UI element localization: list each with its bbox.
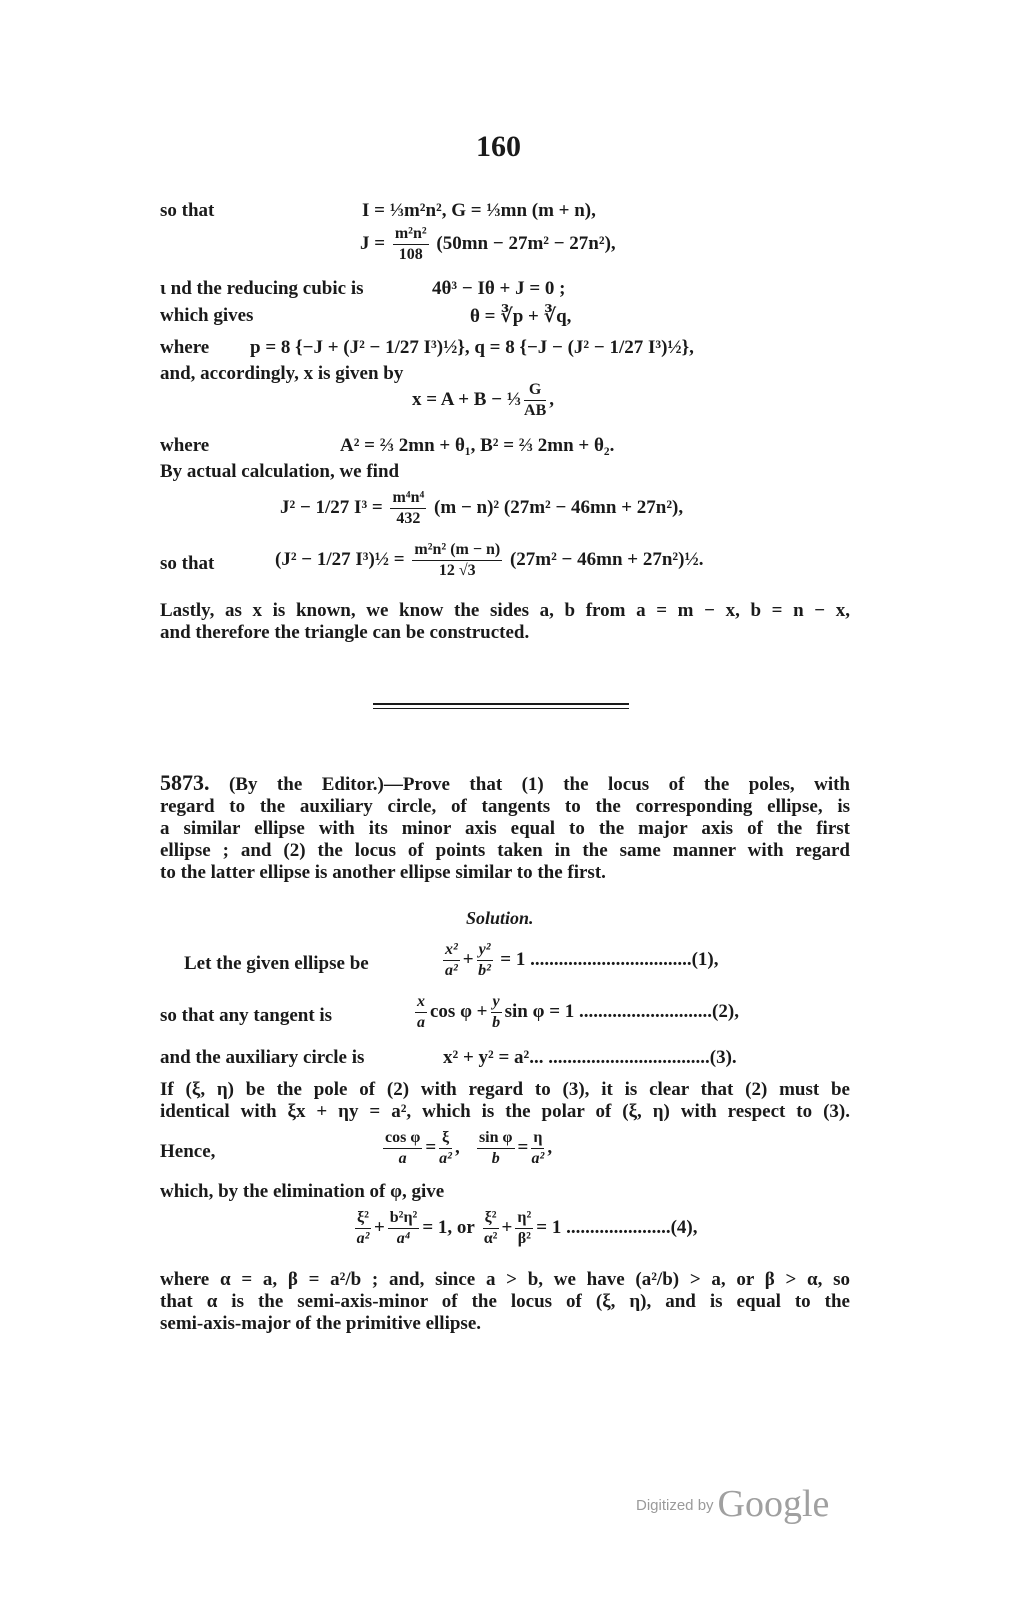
text-line: ellipse ; and (2) the locus of points taken in the same manner with regard [160, 840, 850, 861]
equation-J-lhs: J = [360, 232, 386, 254]
digitized-label: Digitized by [636, 1497, 714, 1514]
denominator: b [491, 1150, 500, 1167]
accordingly-text: and, accordingly, x is given by [160, 363, 404, 384]
numerator: m²n² (m − n) [412, 540, 502, 561]
numerator: cos φ [383, 1128, 422, 1149]
fraction [355, 1208, 371, 1249]
equation-1: $\frac{\text{x²}}{\text{a²}}$ + $\frac{\text{y²}}{\text{b²}}$ = 1 ..................................(1), [445, 941, 719, 979]
root-rhs: (27m² − 46mn + 27n²)½. [509, 548, 704, 570]
hence-text: Hence, [160, 1141, 216, 1162]
text-line: to the latter ellipse is another ellipse similar to the first. [160, 862, 606, 883]
google-logo: Google [717, 1483, 830, 1525]
equation-J-rhs: (50mn − 27m² − 27n²), [436, 232, 616, 254]
fraction [383, 1128, 422, 1169]
problem-number: 5873. [160, 770, 210, 795]
equation-4-mid: = 1, or [422, 1216, 475, 1238]
fraction [412, 540, 502, 581]
fraction [415, 992, 427, 1033]
J2-rhs: (m − n)² (27m² − 46mn + 27n²), [434, 496, 684, 518]
numerator: η² [515, 1208, 533, 1229]
by-actual-text: By actual calculation, we find [160, 461, 400, 482]
text-line: that α is the semi-axis-minor of the locus of (ξ, η), and is equal to the [160, 1291, 850, 1312]
root-lhs: (J² − 1/27 I³)½ = [275, 548, 405, 570]
text-line [160, 772, 850, 796]
text-segment: (By the Editor.)—Prove that (1) the locus of the poles, with [228, 774, 850, 795]
fraction [515, 1208, 533, 1249]
separator-rule [373, 703, 629, 705]
numerator: y [491, 992, 502, 1013]
x-equation-lhs: x = A + B − ⅓ [412, 388, 522, 410]
fraction [531, 1128, 544, 1169]
cubic-equation: 4θ³ − Iθ + J = 0 ; [432, 278, 566, 299]
fraction [443, 940, 460, 981]
numerator: ξ² [483, 1208, 499, 1229]
x-equation-tail: , [549, 388, 555, 410]
text-line: semi-axis-major of the primitive ellipse. [160, 1313, 481, 1334]
A-B-equation: A² = ⅔ 2mn + θ₁, B² = ⅔ 2mn + θ₂. [340, 435, 615, 456]
equation-4-tail: = 1 ......................(4), [536, 1216, 698, 1238]
denominator: AB [524, 402, 547, 419]
so-that-label: so that [160, 200, 215, 221]
p-q-equation: p = 8 {−J + (J² − 1/27 I³)½}, q = 8 {−J − (J² − 1/27 I³)½}, [250, 337, 694, 358]
fraction [390, 488, 426, 529]
equation-J [360, 224, 616, 265]
denominator: a⁴ [396, 1230, 411, 1247]
denominator: a [398, 1150, 407, 1167]
denominator: b [492, 1014, 501, 1031]
separator-rule [373, 708, 629, 709]
J2-lhs: J² − 1/27 I³ = [280, 496, 383, 518]
text-line: where α = a, β = a²/b ; and, since a > b, we have (a²/b) > a, or β > α, so [160, 1269, 850, 1290]
numerator: sin φ [477, 1128, 515, 1149]
which-gives-text: which gives [160, 305, 254, 326]
where-label: where [160, 435, 210, 456]
J2-equation [280, 488, 683, 529]
equation-2-tail: sin φ = 1 ............................(2), [504, 1000, 739, 1022]
fraction [491, 992, 502, 1033]
numerator: b²η² [388, 1208, 420, 1229]
numerator: m⁴n⁴ [390, 488, 426, 509]
solution-heading: Solution. [466, 908, 534, 928]
denominator: a² [439, 1150, 452, 1167]
denominator: α² [483, 1230, 498, 1247]
text-line: regard to the auxiliary circle, of tangents to the corresponding ellipse, is [160, 796, 850, 817]
denominator: a² [531, 1150, 545, 1167]
fraction [483, 1208, 499, 1249]
fraction [477, 1128, 515, 1169]
comma: , [547, 1136, 553, 1158]
equals-sign: = [425, 1136, 437, 1158]
tangent-text: so that any tangent is [160, 1005, 333, 1026]
fraction [477, 940, 493, 981]
x-equation [412, 380, 554, 421]
numerator: η [531, 1128, 544, 1149]
cubic-text: ɩ nd the reducing cubic is [160, 278, 364, 299]
fraction [439, 1128, 452, 1169]
root-equation [275, 540, 703, 581]
text-line: and therefore the triangle can be constructed. [160, 622, 530, 643]
denominator: 12 √3 [438, 562, 476, 579]
numerator: m²n² [393, 224, 429, 245]
so-that-label: so that [160, 553, 215, 574]
denominator: b² [478, 962, 491, 979]
denominator: 432 [396, 510, 421, 527]
page-number: 160 [476, 130, 521, 163]
theta-equation: θ = ∛p + ∛q, [470, 306, 572, 327]
comma: , [454, 1136, 460, 1158]
fraction [388, 1208, 420, 1249]
elimination-text: which, by the elimination of φ, give [160, 1181, 445, 1202]
numerator: y² [477, 940, 493, 961]
numerator: x [415, 992, 427, 1013]
denominator: 108 [398, 246, 423, 263]
digitized-watermark [636, 1482, 829, 1526]
conclusion-paragraph [160, 1269, 850, 1335]
denominator: a² [445, 962, 458, 979]
lastly-paragraph [160, 600, 850, 644]
text-line: a similar ellipse with its minor axis equal to the major axis of the first [160, 818, 850, 839]
text-line: identical with ξx + ηy = a², which is the polar of (ξ, η) with respect to (3). [160, 1101, 850, 1122]
equation-4: $\frac{\text{ξ²}}{\text{a²}}$ + $\frac{\text{b²η²}}{\text{a⁴}}$ = 1, or $\frac{\text{ξ²}}{\text{α²}}$ + $\frac{\text{η²}}{\text{β²}}$ = 1 ......................(4), [356, 1209, 698, 1247]
numerator: ξ [439, 1128, 452, 1149]
hence-equations [380, 1128, 552, 1169]
denominator: a² [356, 1230, 370, 1247]
equation-2-mid: cos φ + [430, 1000, 488, 1022]
problem-statement [160, 772, 850, 884]
equals-sign: = [517, 1136, 529, 1158]
denominator: β² [517, 1230, 531, 1247]
pole-paragraph [160, 1079, 850, 1123]
denominator: a [417, 1014, 425, 1031]
text-line: If (ξ, η) be the pole of (2) with regard to (3), it is clear that (2) must be [160, 1079, 850, 1100]
aux-text: and the auxiliary circle is [160, 1047, 365, 1068]
numerator: x² [443, 940, 460, 961]
numerator: ξ² [355, 1208, 371, 1229]
fraction [524, 380, 546, 421]
equation-1-tail: = 1 ..................................(1), [500, 948, 719, 970]
where-label: where [160, 337, 210, 358]
equation-3: x² + y² = a²... ..................................(3). [443, 1047, 737, 1068]
numerator: G [524, 380, 546, 401]
equation-I-G: I = ⅓m²n², G = ⅓mn (m + n), [362, 200, 596, 221]
fraction [393, 224, 429, 265]
text-line: Lastly, as x is known, we know the sides a, b from a = m − x, b = n − x, [160, 600, 850, 621]
let-text: Let the given ellipse be [184, 953, 369, 974]
equation-2 [412, 992, 739, 1033]
